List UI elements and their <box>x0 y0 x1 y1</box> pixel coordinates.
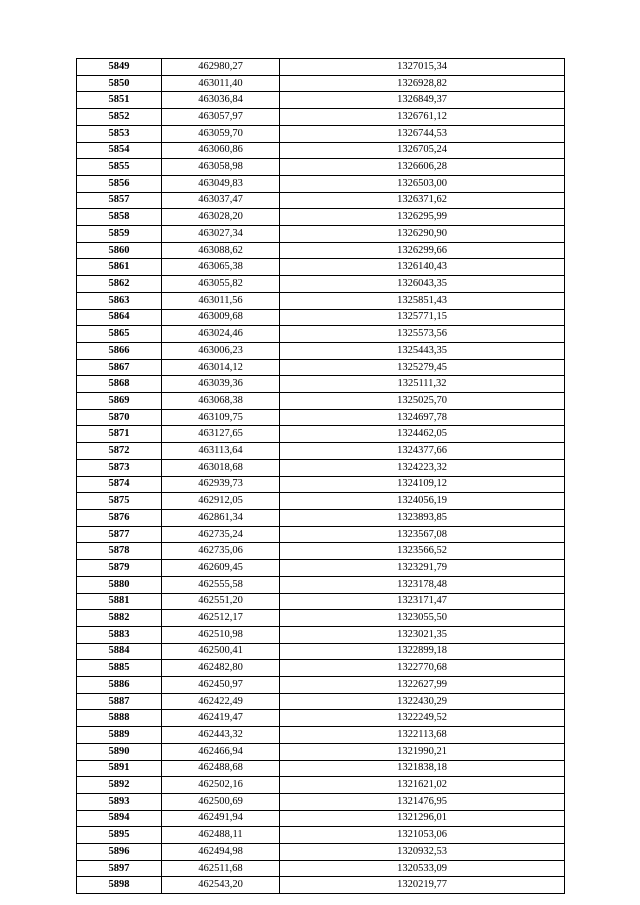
point-number-cell: 5851 <box>77 92 162 109</box>
table-row <box>77 276 565 293</box>
x-coordinate-cell: 462488,68 <box>162 760 280 777</box>
point-number-cell: 5873 <box>77 459 162 476</box>
table-row <box>77 777 565 794</box>
point-number-cell: 5852 <box>77 109 162 126</box>
table-row <box>77 543 565 560</box>
x-coordinate-cell: 462912,05 <box>162 493 280 510</box>
table-row <box>77 710 565 727</box>
y-coordinate-cell: 1325279,45 <box>280 359 565 376</box>
x-coordinate-cell: 462511,68 <box>162 860 280 877</box>
x-coordinate-cell: 463028,20 <box>162 209 280 226</box>
point-number-cell: 5891 <box>77 760 162 777</box>
point-number-cell: 5887 <box>77 693 162 710</box>
x-coordinate-cell: 463027,34 <box>162 226 280 243</box>
x-coordinate-cell: 462551,20 <box>162 593 280 610</box>
x-coordinate-cell: 462494,98 <box>162 844 280 861</box>
point-number-cell: 5864 <box>77 309 162 326</box>
table-row <box>77 643 565 660</box>
point-number-cell: 5875 <box>77 493 162 510</box>
x-coordinate-cell: 462502,16 <box>162 777 280 794</box>
y-coordinate-cell: 1321476,95 <box>280 793 565 810</box>
y-coordinate-cell: 1321621,02 <box>280 777 565 794</box>
point-number-cell: 5888 <box>77 710 162 727</box>
table-row <box>77 626 565 643</box>
point-number-cell: 5868 <box>77 376 162 393</box>
y-coordinate-cell: 1325443,35 <box>280 342 565 359</box>
x-coordinate-cell: 462510,98 <box>162 626 280 643</box>
point-number-cell: 5854 <box>77 142 162 159</box>
x-coordinate-cell: 463049,83 <box>162 175 280 192</box>
x-coordinate-cell: 462419,47 <box>162 710 280 727</box>
y-coordinate-cell: 1320932,53 <box>280 844 565 861</box>
y-coordinate-cell: 1326928,82 <box>280 75 565 92</box>
point-number-cell: 5893 <box>77 793 162 810</box>
point-number-cell: 5884 <box>77 643 162 660</box>
y-coordinate-cell: 1323055,50 <box>280 610 565 627</box>
y-coordinate-cell: 1324056,19 <box>280 493 565 510</box>
table-row <box>77 326 565 343</box>
y-coordinate-cell: 1326503,00 <box>280 175 565 192</box>
y-coordinate-cell: 1322113,68 <box>280 727 565 744</box>
point-number-cell: 5858 <box>77 209 162 226</box>
coordinates-table <box>76 58 565 894</box>
table-row <box>77 610 565 627</box>
x-coordinate-cell: 463055,82 <box>162 276 280 293</box>
y-coordinate-cell: 1324697,78 <box>280 409 565 426</box>
point-number-cell: 5850 <box>77 75 162 92</box>
y-coordinate-cell: 1326849,37 <box>280 92 565 109</box>
table-row <box>77 443 565 460</box>
table-row <box>77 109 565 126</box>
point-number-cell: 5882 <box>77 610 162 627</box>
point-number-cell: 5889 <box>77 727 162 744</box>
table-row <box>77 660 565 677</box>
point-number-cell: 5871 <box>77 426 162 443</box>
table-row <box>77 810 565 827</box>
table-row <box>77 242 565 259</box>
x-coordinate-cell: 462443,32 <box>162 727 280 744</box>
y-coordinate-cell: 1323566,52 <box>280 543 565 560</box>
point-number-cell: 5877 <box>77 526 162 543</box>
y-coordinate-cell: 1324377,66 <box>280 443 565 460</box>
point-number-cell: 5876 <box>77 509 162 526</box>
table-row <box>77 593 565 610</box>
point-number-cell: 5880 <box>77 576 162 593</box>
x-coordinate-cell: 462512,17 <box>162 610 280 627</box>
y-coordinate-cell: 1326744,53 <box>280 125 565 142</box>
x-coordinate-cell: 462422,49 <box>162 693 280 710</box>
table-row <box>77 860 565 877</box>
point-number-cell: 5886 <box>77 677 162 694</box>
x-coordinate-cell: 462450,97 <box>162 677 280 694</box>
y-coordinate-cell: 1323021,35 <box>280 626 565 643</box>
x-coordinate-cell: 463011,56 <box>162 292 280 309</box>
y-coordinate-cell: 1324223,32 <box>280 459 565 476</box>
table-row <box>77 209 565 226</box>
y-coordinate-cell: 1321990,21 <box>280 743 565 760</box>
point-number-cell: 5867 <box>77 359 162 376</box>
table-row <box>77 125 565 142</box>
y-coordinate-cell: 1323893,85 <box>280 509 565 526</box>
point-number-cell: 5862 <box>77 276 162 293</box>
x-coordinate-cell: 462500,41 <box>162 643 280 660</box>
table-row <box>77 677 565 694</box>
table-row <box>77 877 565 894</box>
point-number-cell: 5883 <box>77 626 162 643</box>
x-coordinate-cell: 463009,68 <box>162 309 280 326</box>
table-row <box>77 760 565 777</box>
x-coordinate-cell: 463014,12 <box>162 359 280 376</box>
x-coordinate-cell: 463057,97 <box>162 109 280 126</box>
table-row <box>77 309 565 326</box>
x-coordinate-cell: 463037,47 <box>162 192 280 209</box>
y-coordinate-cell: 1325851,43 <box>280 292 565 309</box>
table-row <box>77 142 565 159</box>
x-coordinate-cell: 463036,84 <box>162 92 280 109</box>
x-coordinate-cell: 463039,36 <box>162 376 280 393</box>
x-coordinate-cell: 462555,58 <box>162 576 280 593</box>
y-coordinate-cell: 1325771,15 <box>280 309 565 326</box>
table-row <box>77 376 565 393</box>
point-number-cell: 5849 <box>77 59 162 76</box>
x-coordinate-cell: 463006,23 <box>162 342 280 359</box>
x-coordinate-cell: 462488,11 <box>162 827 280 844</box>
x-coordinate-cell: 463127,65 <box>162 426 280 443</box>
table-row <box>77 693 565 710</box>
table-row <box>77 844 565 861</box>
x-coordinate-cell: 462609,45 <box>162 560 280 577</box>
x-coordinate-cell: 463088,62 <box>162 242 280 259</box>
point-number-cell: 5894 <box>77 810 162 827</box>
y-coordinate-cell: 1323178,48 <box>280 576 565 593</box>
x-coordinate-cell: 462861,34 <box>162 509 280 526</box>
y-coordinate-cell: 1322430,29 <box>280 693 565 710</box>
table-row <box>77 159 565 176</box>
point-number-cell: 5885 <box>77 660 162 677</box>
point-number-cell: 5896 <box>77 844 162 861</box>
x-coordinate-cell: 463018,68 <box>162 459 280 476</box>
table-row <box>77 259 565 276</box>
x-coordinate-cell: 462466,94 <box>162 743 280 760</box>
table-row <box>77 459 565 476</box>
table-row <box>77 292 565 309</box>
y-coordinate-cell: 1323567,08 <box>280 526 565 543</box>
point-number-cell: 5856 <box>77 175 162 192</box>
y-coordinate-cell: 1322899,18 <box>280 643 565 660</box>
x-coordinate-cell: 463113,64 <box>162 443 280 460</box>
y-coordinate-cell: 1326140,43 <box>280 259 565 276</box>
point-number-cell: 5898 <box>77 877 162 894</box>
y-coordinate-cell: 1321053,06 <box>280 827 565 844</box>
table-row <box>77 526 565 543</box>
y-coordinate-cell: 1324109,12 <box>280 476 565 493</box>
x-coordinate-cell: 462482,80 <box>162 660 280 677</box>
y-coordinate-cell: 1322770,68 <box>280 660 565 677</box>
y-coordinate-cell: 1326043,35 <box>280 276 565 293</box>
table-row <box>77 175 565 192</box>
point-number-cell: 5897 <box>77 860 162 877</box>
y-coordinate-cell: 1321296,01 <box>280 810 565 827</box>
point-number-cell: 5874 <box>77 476 162 493</box>
x-coordinate-cell: 462980,27 <box>162 59 280 76</box>
table-row <box>77 727 565 744</box>
table-row <box>77 92 565 109</box>
x-coordinate-cell: 462735,24 <box>162 526 280 543</box>
y-coordinate-cell: 1323171,47 <box>280 593 565 610</box>
table-row <box>77 576 565 593</box>
point-number-cell: 5866 <box>77 342 162 359</box>
x-coordinate-cell: 462491,94 <box>162 810 280 827</box>
point-number-cell: 5878 <box>77 543 162 560</box>
table-row <box>77 560 565 577</box>
y-coordinate-cell: 1320219,77 <box>280 877 565 894</box>
y-coordinate-cell: 1322249,52 <box>280 710 565 727</box>
y-coordinate-cell: 1327015,34 <box>280 59 565 76</box>
table-row <box>77 827 565 844</box>
x-coordinate-cell: 462735,06 <box>162 543 280 560</box>
point-number-cell: 5857 <box>77 192 162 209</box>
y-coordinate-cell: 1326371,62 <box>280 192 565 209</box>
x-coordinate-cell: 462939,73 <box>162 476 280 493</box>
point-number-cell: 5859 <box>77 226 162 243</box>
table-row <box>77 409 565 426</box>
table-row <box>77 426 565 443</box>
x-coordinate-cell: 462543,20 <box>162 877 280 894</box>
y-coordinate-cell: 1326761,12 <box>280 109 565 126</box>
x-coordinate-cell: 463068,38 <box>162 393 280 410</box>
point-number-cell: 5890 <box>77 743 162 760</box>
y-coordinate-cell: 1326299,66 <box>280 242 565 259</box>
table-row <box>77 226 565 243</box>
coordinates-table-body <box>77 59 565 894</box>
y-coordinate-cell: 1325111,32 <box>280 376 565 393</box>
x-coordinate-cell: 463024,46 <box>162 326 280 343</box>
y-coordinate-cell: 1325573,56 <box>280 326 565 343</box>
y-coordinate-cell: 1320533,09 <box>280 860 565 877</box>
y-coordinate-cell: 1324462,05 <box>280 426 565 443</box>
table-row <box>77 342 565 359</box>
x-coordinate-cell: 463011,40 <box>162 75 280 92</box>
point-number-cell: 5879 <box>77 560 162 577</box>
point-number-cell: 5881 <box>77 593 162 610</box>
point-number-cell: 5869 <box>77 393 162 410</box>
point-number-cell: 5895 <box>77 827 162 844</box>
table-row <box>77 393 565 410</box>
point-number-cell: 5872 <box>77 443 162 460</box>
table-row <box>77 493 565 510</box>
x-coordinate-cell: 462500,69 <box>162 793 280 810</box>
point-number-cell: 5860 <box>77 242 162 259</box>
y-coordinate-cell: 1321838,18 <box>280 760 565 777</box>
x-coordinate-cell: 463058,98 <box>162 159 280 176</box>
point-number-cell: 5863 <box>77 292 162 309</box>
point-number-cell: 5853 <box>77 125 162 142</box>
table-row <box>77 192 565 209</box>
y-coordinate-cell: 1322627,99 <box>280 677 565 694</box>
point-number-cell: 5865 <box>77 326 162 343</box>
y-coordinate-cell: 1326295,99 <box>280 209 565 226</box>
y-coordinate-cell: 1323291,79 <box>280 560 565 577</box>
table-row <box>77 509 565 526</box>
x-coordinate-cell: 463065,38 <box>162 259 280 276</box>
y-coordinate-cell: 1326606,28 <box>280 159 565 176</box>
point-number-cell: 5855 <box>77 159 162 176</box>
x-coordinate-cell: 463109,75 <box>162 409 280 426</box>
y-coordinate-cell: 1326705,24 <box>280 142 565 159</box>
table-row <box>77 59 565 76</box>
point-number-cell: 5892 <box>77 777 162 794</box>
x-coordinate-cell: 463060,86 <box>162 142 280 159</box>
table-row <box>77 75 565 92</box>
table-row <box>77 743 565 760</box>
point-number-cell: 5861 <box>77 259 162 276</box>
table-row <box>77 793 565 810</box>
x-coordinate-cell: 463059,70 <box>162 125 280 142</box>
y-coordinate-cell: 1326290,90 <box>280 226 565 243</box>
table-row <box>77 359 565 376</box>
table-row <box>77 476 565 493</box>
point-number-cell: 5870 <box>77 409 162 426</box>
y-coordinate-cell: 1325025,70 <box>280 393 565 410</box>
